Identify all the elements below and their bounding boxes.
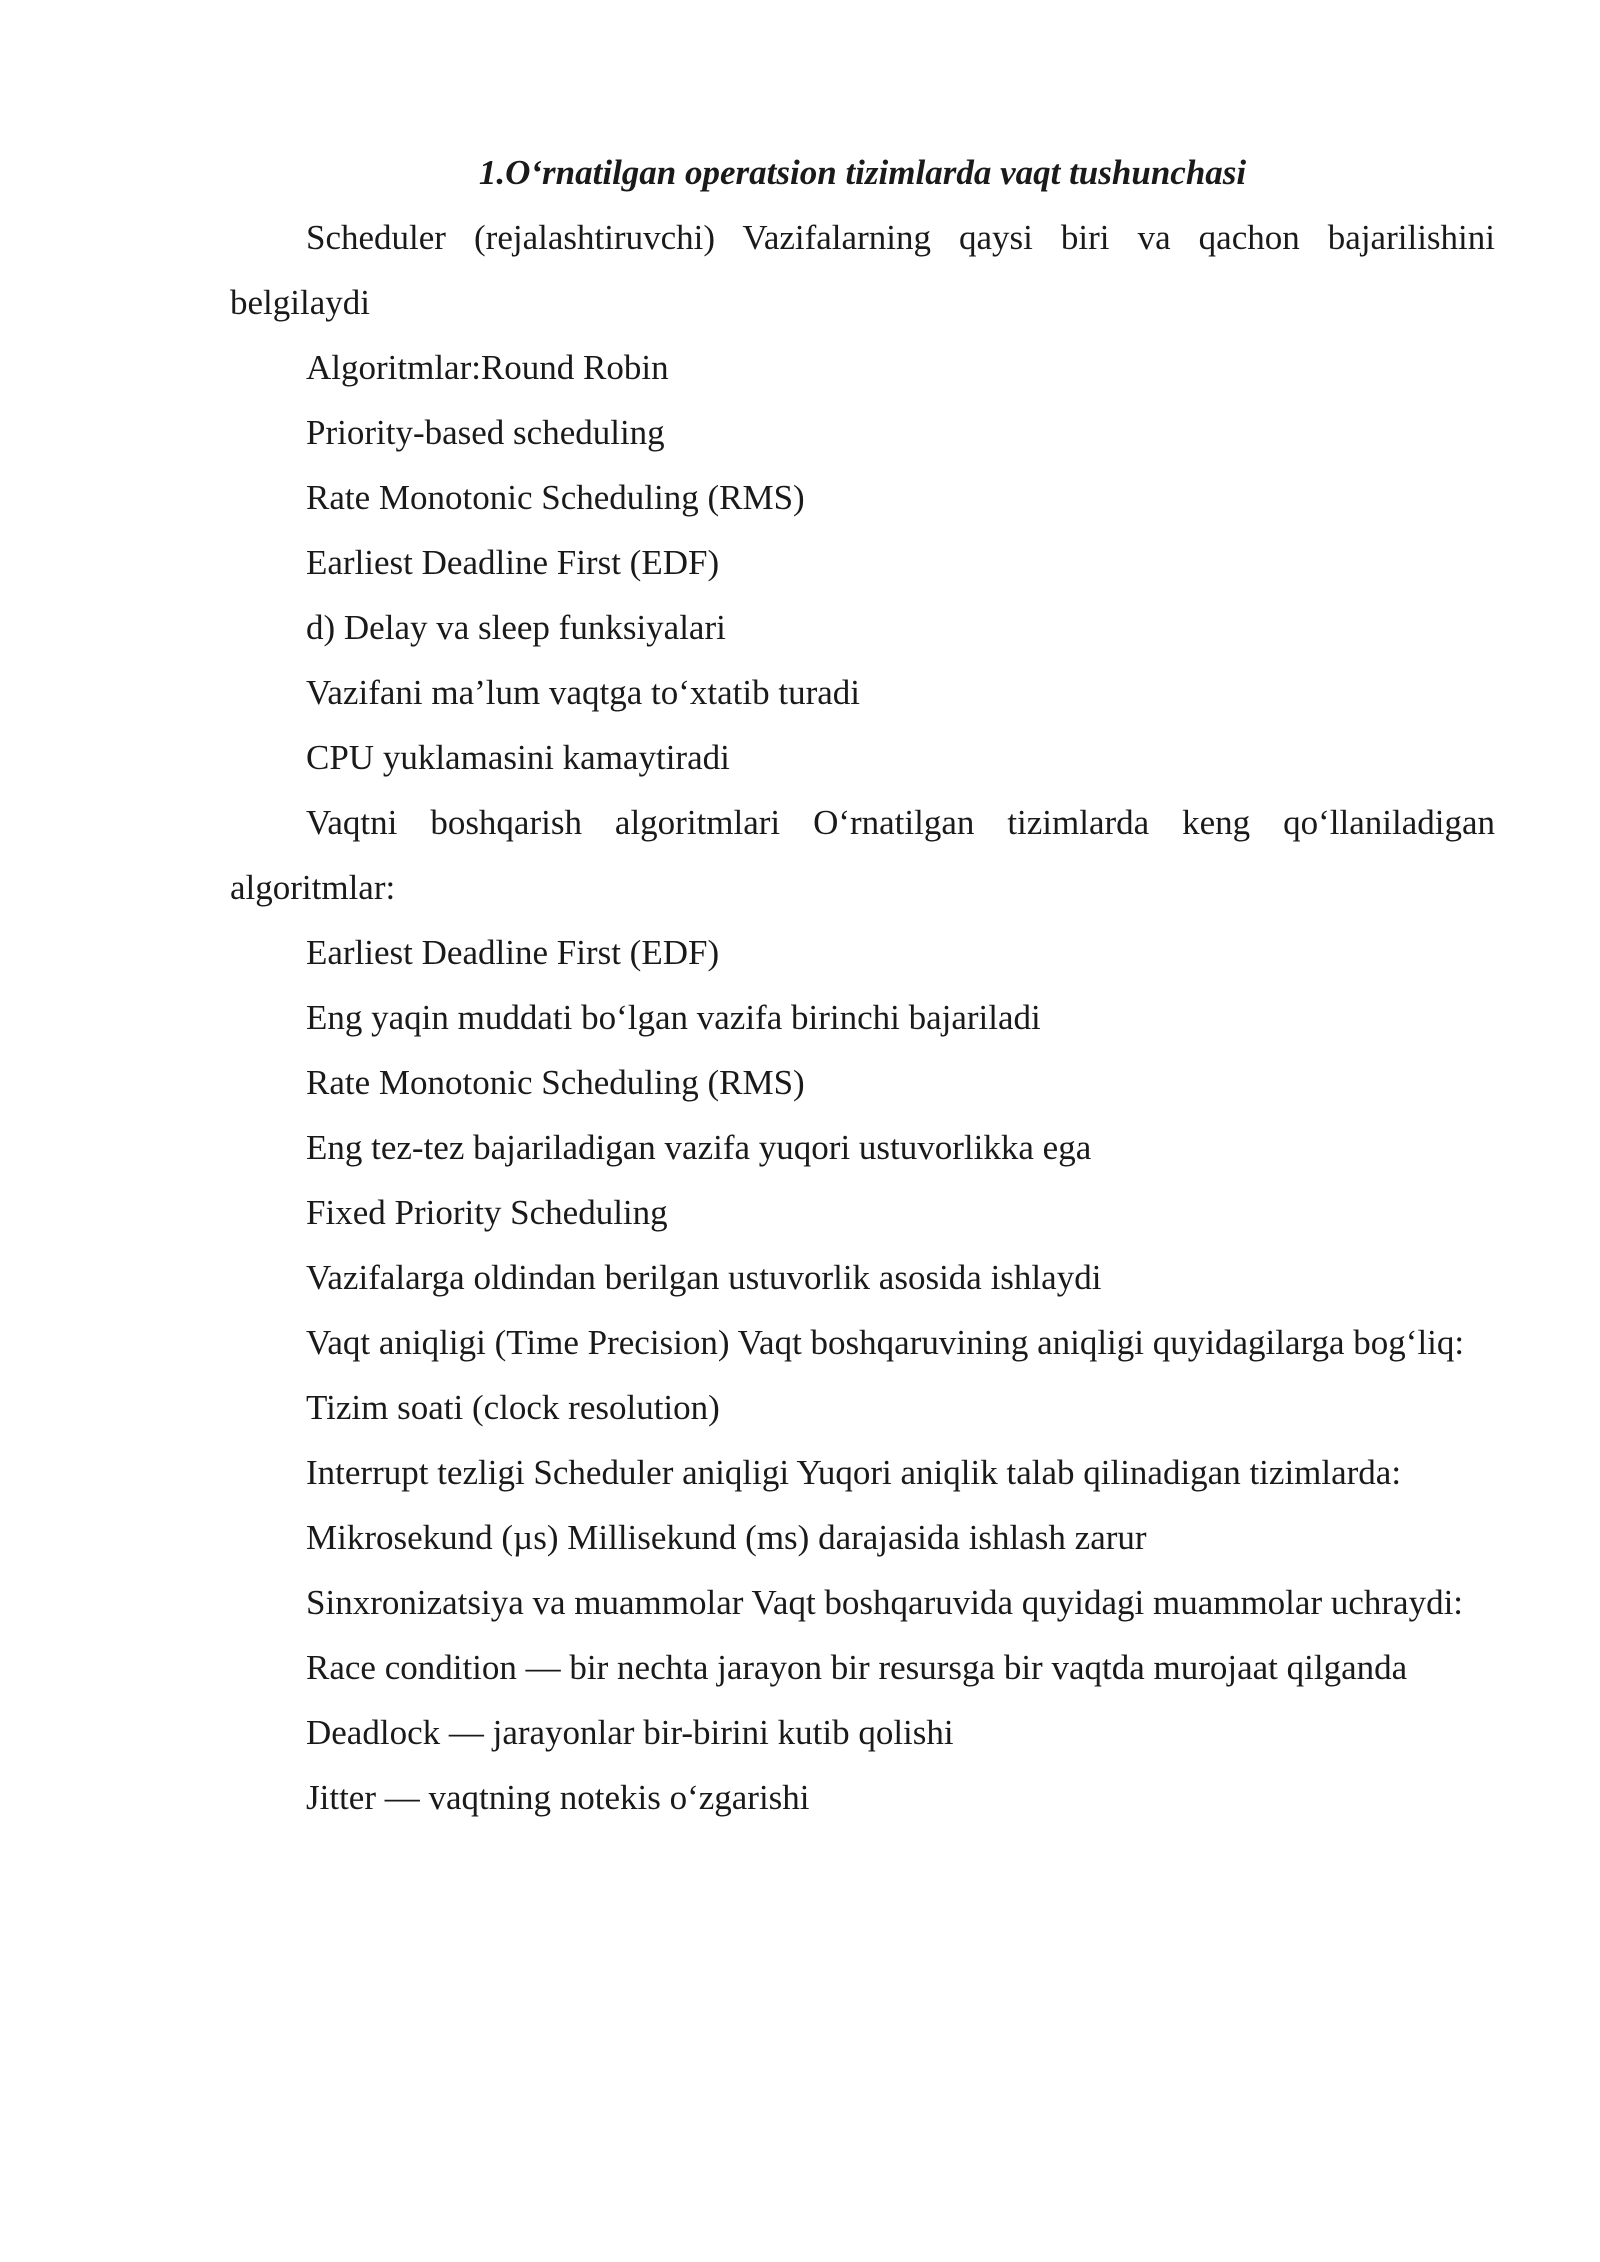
paragraph: Deadlock — jarayonlar bir-birini kutib qolishi bbox=[306, 1713, 954, 1752]
paragraph: Vazifani ma’lum vaqtga to‘xtatib turadi bbox=[306, 673, 860, 712]
document-title: 1.O‘rnatilgan operatsion tizimlarda vaqt tushunchasi bbox=[478, 153, 1247, 192]
paragraph: Race condition — bir nechta jarayon bir resursga bir vaqtda murojaat qilganda bbox=[306, 1648, 1408, 1687]
paragraph: Rate Monotonic Scheduling (RMS) bbox=[306, 478, 805, 517]
paragraph: Rate Monotonic Scheduling (RMS) bbox=[306, 1063, 805, 1102]
paragraph: Algoritmlar:Round Robin bbox=[306, 348, 669, 387]
paragraph: Interrupt tezligi Scheduler aniqligi Yuqori aniqlik talab qilinadigan tizimlarda: bbox=[306, 1453, 1402, 1492]
paragraph: Jitter — vaqtning notekis o‘zgarishi bbox=[306, 1778, 810, 1817]
paragraph: d) Delay va sleep funksiyalari bbox=[306, 608, 726, 647]
paragraph: Tizim soati (clock resolution) bbox=[306, 1388, 720, 1427]
document-page bbox=[230, 140, 1495, 1830]
paragraph: Sinxronizatsiya va muammolar Vaqt boshqaruvida quyidagi muammolar uchraydi: bbox=[306, 1583, 1464, 1622]
paragraph: Mikrosekund (µs) Millisekund (ms) darajasida ishlash zarur bbox=[306, 1518, 1147, 1557]
paragraph: Priority-based scheduling bbox=[306, 413, 665, 452]
paragraph: Vaqt aniqligi (Time Precision) Vaqt boshqaruvining aniqligi quyidagilarga bog‘liq: bbox=[306, 1323, 1465, 1362]
paragraph: Eng yaqin muddati bo‘lgan vazifa birinchi bajariladi bbox=[306, 998, 1041, 1037]
paragraph: Vaqtni boshqarish algoritmlari O‘rnatilgan tizimlarda keng qo‘llaniladigan algoritmlar: bbox=[230, 803, 1495, 907]
paragraph: CPU yuklamasini kamaytiradi bbox=[306, 738, 730, 777]
paragraph: Fixed Priority Scheduling bbox=[306, 1193, 668, 1232]
paragraph: Earliest Deadline First (EDF) bbox=[306, 543, 720, 582]
paragraph: Scheduler (rejalashtiruvchi) Vazifalarning qaysi biri va qachon bajarilishini belgilaydi bbox=[230, 218, 1495, 322]
paragraph: Vazifalarga oldindan berilgan ustuvorlik asosida ishlaydi bbox=[306, 1258, 1102, 1297]
paragraph: Eng tez-tez bajariladigan vazifa yuqori ustuvorlikka ega bbox=[306, 1128, 1092, 1167]
paragraph: Earliest Deadline First (EDF) bbox=[306, 933, 720, 972]
